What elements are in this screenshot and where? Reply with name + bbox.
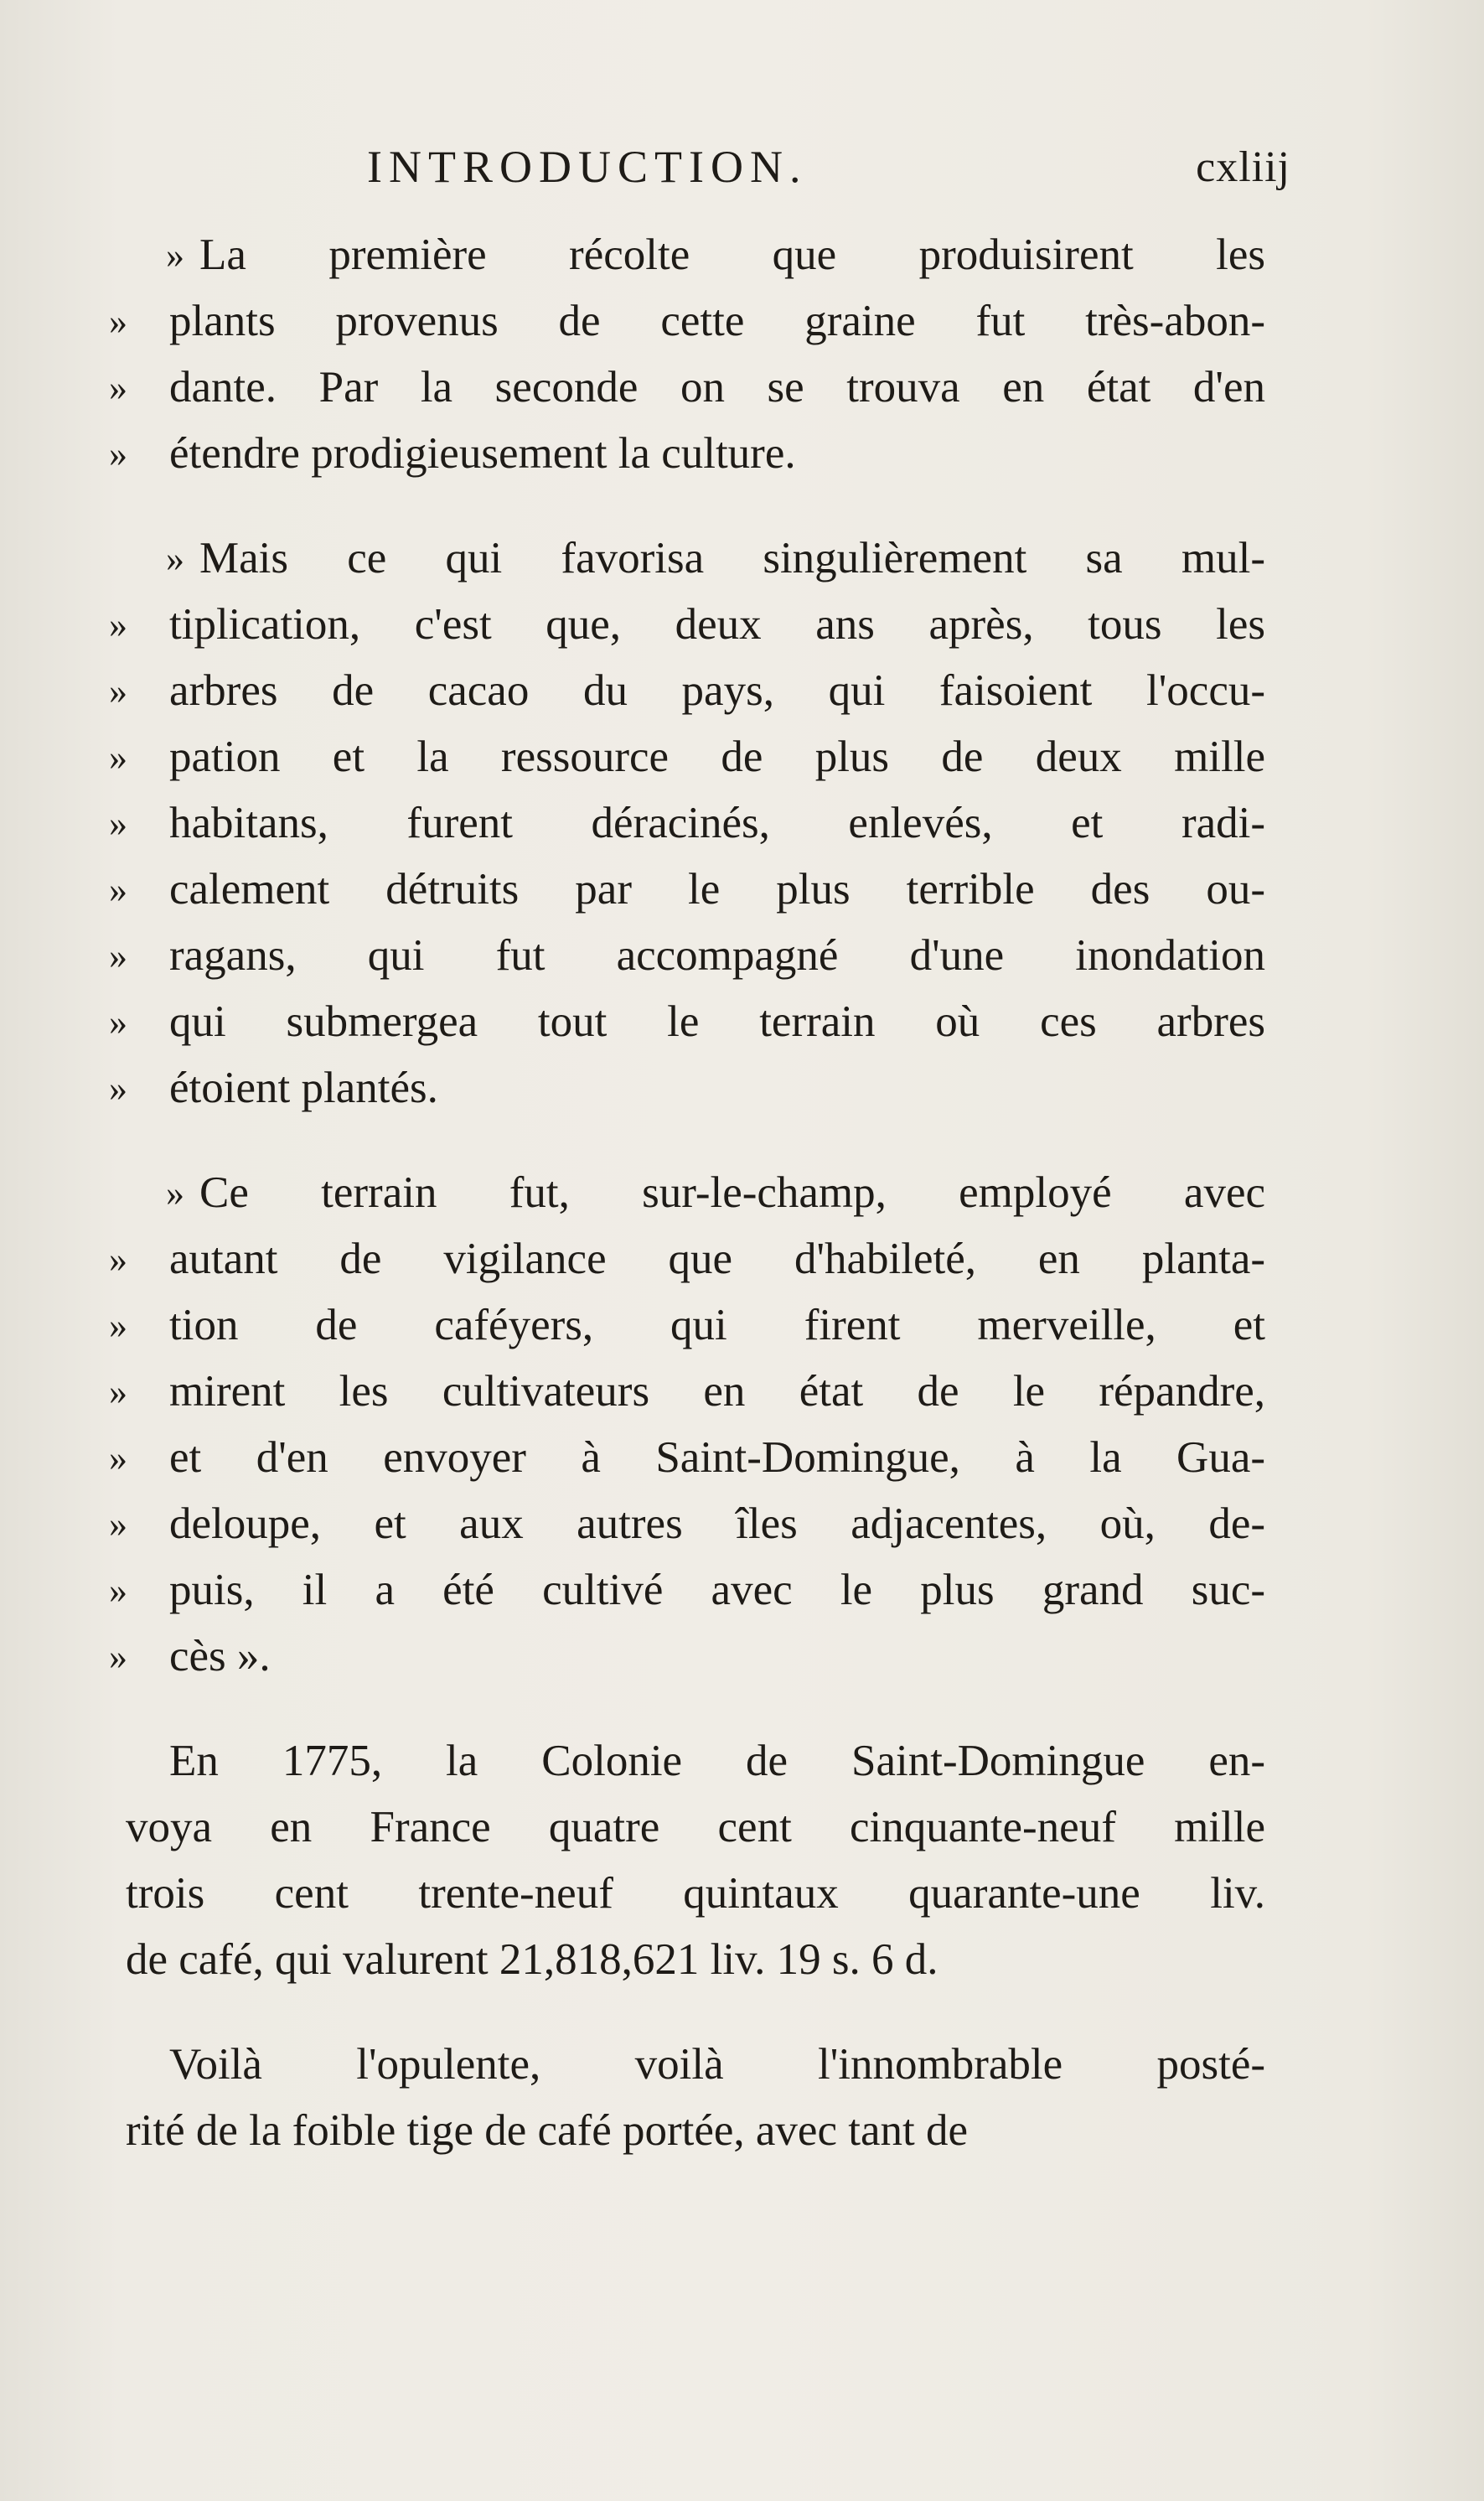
text-line xyxy=(109,790,1265,857)
text-line xyxy=(109,1359,1265,1425)
line-text: deloupe, et aux autres îles adjacentes, où, de- xyxy=(169,1499,1265,1548)
line-text: cès ». xyxy=(169,1632,271,1680)
paragraph xyxy=(109,2032,1265,2164)
guillemet-mark: » xyxy=(166,538,184,579)
line-text: tion de caféyers, qui firent merveille, et xyxy=(169,1301,1265,1349)
text-line xyxy=(109,1491,1265,1557)
text-line xyxy=(109,724,1265,790)
text-line xyxy=(109,1623,1265,1690)
guillemet-mark: » xyxy=(166,1173,184,1214)
text-line xyxy=(109,1055,1265,1121)
line-text: et d'en envoyer à Saint-Domingue, à la Gua- xyxy=(169,1433,1265,1482)
line-text: ragans, qui fut accompagné d'une inondation xyxy=(169,931,1265,980)
line-text: plants provenus de cette graine fut très-abon- xyxy=(169,297,1265,345)
guillemet-mark: » xyxy=(109,367,127,408)
line-text: habitans, furent déracinés, enlevés, et radi- xyxy=(169,799,1265,847)
page-header xyxy=(193,141,1290,199)
line-text: Ce terrain fut, sur-le-champ, employé avec xyxy=(199,1168,1265,1217)
guillemet-mark: » xyxy=(109,604,127,645)
text-line: Voilà l'opulente, voilà l'innombrable posté- xyxy=(169,2040,1265,2089)
text-line: trois cent trente-neuf quintaux quarante-une liv. xyxy=(126,1869,1265,1918)
line-text: puis, il a été cultivé avec le plus grand suc- xyxy=(169,1566,1265,1614)
paragraph xyxy=(109,222,1265,487)
text-line: rité de la foible tige de café portée, avec tant de xyxy=(126,2106,968,2155)
text-line xyxy=(109,288,1265,355)
guillemet-mark: » xyxy=(109,1305,127,1346)
paragraph xyxy=(109,1160,1265,1690)
line-text: arbres de cacao du pays, qui faisoient l'occu- xyxy=(169,666,1265,715)
guillemet-mark: » xyxy=(166,235,184,276)
paragraph-gap xyxy=(109,1121,1265,1160)
text-line xyxy=(109,526,1265,592)
guillemet-mark: » xyxy=(109,869,127,910)
text-line xyxy=(109,222,1265,288)
guillemet-mark: » xyxy=(109,1239,127,1280)
line-text: étendre prodigieusement la culture. xyxy=(169,429,796,478)
line-text: pation et la ressource de plus de deux mille xyxy=(169,733,1265,781)
line-text: La première récolte que produisirent les xyxy=(199,230,1265,279)
line-text: Mais ce qui favorisa singulièrement sa mul- xyxy=(199,534,1265,583)
line-text: tiplication, c'est que, deux ans après, tous les xyxy=(169,600,1265,649)
text-line xyxy=(109,1226,1265,1292)
line-text: qui submergea tout le terrain où ces arbres xyxy=(169,997,1265,1046)
guillemet-mark: » xyxy=(109,1570,127,1611)
text-line xyxy=(109,1160,1265,1226)
guillemet-mark: » xyxy=(109,737,127,778)
paragraph-gap xyxy=(109,487,1265,526)
guillemet-mark: » xyxy=(109,671,127,712)
text-line: En 1775, la Colonie de Saint-Domingue en- xyxy=(169,1737,1265,1785)
paragraph xyxy=(109,1728,1265,1993)
guillemet-mark: » xyxy=(109,433,127,474)
guillemet-mark: » xyxy=(109,1002,127,1043)
text-line xyxy=(109,592,1265,658)
text-line: de café, qui valurent 21,818,621 liv. 19 s. 6 d. xyxy=(126,1935,938,1984)
paragraph-gap xyxy=(109,1993,1265,2032)
guillemet-mark: » xyxy=(109,1437,127,1478)
text-line xyxy=(109,1557,1265,1623)
text-line xyxy=(109,1425,1265,1491)
paragraph-gap xyxy=(109,1690,1265,1728)
guillemet-mark: » xyxy=(109,1068,127,1109)
line-text: dante. Par la seconde on se trouva en état d'en xyxy=(169,363,1265,412)
text-line xyxy=(109,355,1265,421)
body-text xyxy=(109,222,1265,2164)
text-line: voya en France quatre cent cinquante-neuf mille xyxy=(126,1803,1265,1851)
text-line xyxy=(109,923,1265,989)
text-line xyxy=(109,421,1265,487)
paragraph xyxy=(109,526,1265,1121)
line-text: autant de vigilance que d'habileté, en planta- xyxy=(169,1235,1265,1283)
guillemet-mark: » xyxy=(109,301,127,342)
guillemet-mark: » xyxy=(109,803,127,844)
line-text: mirent les cultivateurs en état de le répandre, xyxy=(169,1367,1265,1416)
guillemet-mark: » xyxy=(109,1371,127,1412)
guillemet-mark: » xyxy=(109,935,127,976)
page-number: cxliij xyxy=(1196,143,1290,191)
text-line xyxy=(109,989,1265,1055)
text-line xyxy=(109,857,1265,923)
line-text: calement détruits par le plus terrible des ou- xyxy=(169,865,1265,914)
line-text: étoient plantés. xyxy=(169,1064,438,1112)
guillemet-mark: » xyxy=(109,1636,127,1677)
running-title: INTRODUCTION. xyxy=(367,142,808,192)
guillemet-mark: » xyxy=(109,1504,127,1545)
text-line xyxy=(109,1292,1265,1359)
text-line xyxy=(109,658,1265,724)
